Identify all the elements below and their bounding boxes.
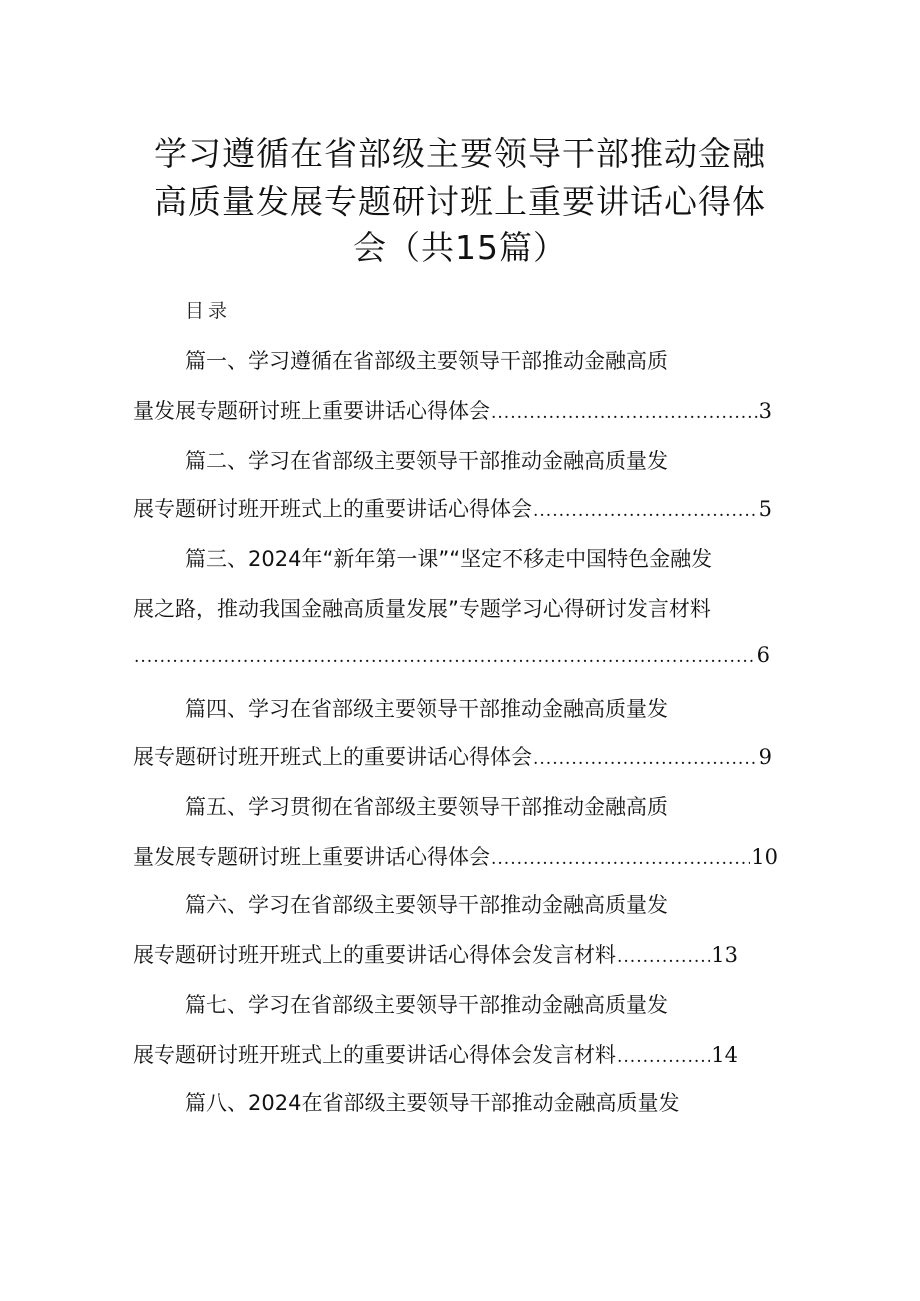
toc-entry-3-line-3[interactable] xyxy=(133,643,770,667)
toc-entry-1-page: 3 xyxy=(758,399,772,423)
toc-entry-2-page: 5 xyxy=(758,497,772,521)
toc-leader-dots xyxy=(134,647,756,667)
toc-entry-6-line-2[interactable] xyxy=(133,939,738,969)
toc-leader-dots xyxy=(533,501,758,521)
toc-entry-3-page: 6 xyxy=(756,643,770,667)
toc-entry-5-text: 量发展专题研讨班上重要讲话心得体会 xyxy=(133,845,490,869)
toc-entry-5-page: 10 xyxy=(751,845,778,869)
toc-entry-2-line-2[interactable] xyxy=(133,493,772,523)
toc-heading: 目录 xyxy=(185,300,232,322)
toc-entry-5-line-2[interactable] xyxy=(133,841,778,871)
toc-entry-7-line-2[interactable] xyxy=(133,1039,738,1069)
toc-leader-dots xyxy=(491,403,758,423)
toc-entry-4-line-1[interactable]: 篇四、学习在省部级主要领导干部推动金融高质量发 xyxy=(185,697,668,721)
document-title-line-1: 学习遵循在省部级主要领导干部推动金融 xyxy=(154,134,766,173)
toc-entry-5-line-1[interactable]: 篇五、学习贯彻在省部级主要领导干部推动金融高质 xyxy=(185,795,668,819)
toc-entry-6-text: 展专题研讨班开班式上的重要讲话心得体会发言材料 xyxy=(133,943,616,967)
toc-entry-4-page: 9 xyxy=(758,745,772,769)
toc-entry-7-line-1[interactable]: 篇七、学习在省部级主要领导干部推动金融高质量发 xyxy=(185,993,668,1017)
toc-leader-dots xyxy=(491,849,750,869)
toc-leader-dots xyxy=(617,1047,710,1067)
toc-entry-7-page: 14 xyxy=(711,1043,738,1067)
toc-entry-2-text: 展专题研讨班开班式上的重要讲话心得体会 xyxy=(133,497,532,521)
toc-leader-dots xyxy=(617,947,710,967)
document-title-line-3: 会（共15篇） xyxy=(353,228,567,267)
toc-entry-1-text: 量发展专题研讨班上重要讲话心得体会 xyxy=(133,399,490,423)
toc-entry-6-line-1[interactable]: 篇六、学习在省部级主要领导干部推动金融高质量发 xyxy=(185,893,668,917)
toc-entry-2-line-1[interactable]: 篇二、学习在省部级主要领导干部推动金融高质量发 xyxy=(185,449,668,473)
toc-entry-6-page: 13 xyxy=(711,943,738,967)
toc-entry-3-line-1[interactable]: 篇三、2024年“新年第一课”“坚定不移走中国特色金融发 xyxy=(185,547,713,571)
document-title-line-2: 高质量发展专题研讨班上重要讲话心得体 xyxy=(154,182,766,221)
toc-entry-8-line-1[interactable]: 篇八、2024在省部级主要领导干部推动金融高质量发 xyxy=(185,1091,680,1115)
toc-entry-3-line-2[interactable]: 展之路，推动我国金融高质量发展”专题学习心得研讨发言材料 xyxy=(133,597,711,621)
toc-entry-4-line-2[interactable] xyxy=(133,741,772,771)
toc-entry-1-line-1[interactable]: 篇一、学习遵循在省部级主要领导干部推动金融高质 xyxy=(185,349,668,373)
toc-entry-4-text: 展专题研讨班开班式上的重要讲话心得体会 xyxy=(133,745,532,769)
toc-entry-1-line-2[interactable] xyxy=(133,395,772,425)
toc-leader-dots xyxy=(533,749,758,769)
toc-entry-7-text: 展专题研讨班开班式上的重要讲话心得体会发言材料 xyxy=(133,1043,616,1067)
